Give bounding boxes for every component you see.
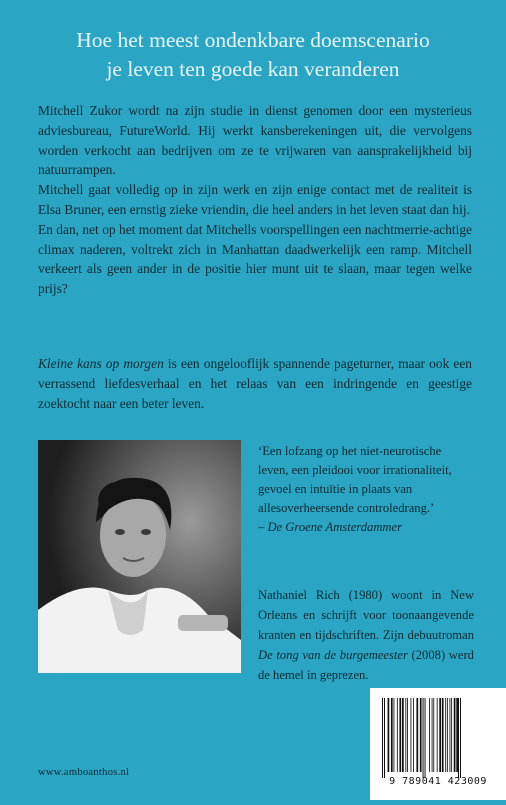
- tagline-line-1: Hoe het meest ondenkbare doemscenario: [76, 28, 430, 52]
- isbn-number: 9 789041 423009: [389, 776, 487, 787]
- summary-text: is een ongelooflijk spannende pageturner, maar ook een verrassend liefdesverhaal en het relaas van een indringende en geestige zoektocht naar een beter leven.: [38, 356, 472, 411]
- barcode-bar: [442, 698, 444, 772]
- barcode-bar: [397, 698, 398, 772]
- barcode-bar: [456, 698, 458, 772]
- barcode-bar: [445, 698, 446, 772]
- barcode-bar: [429, 698, 430, 772]
- barcode-bar: [454, 698, 456, 772]
- barcode-bar: [391, 698, 393, 772]
- barcode-bar: [402, 698, 404, 772]
- summary-paragraph: [38, 354, 472, 413]
- barcode-bar: [423, 698, 424, 778]
- synopsis-paragraph-2: Mitchell gaat volledig op in zijn werk en zijn enige contact met de realiteit is Elsa Bruner, een ernstig zieke vriendin, die heel anders in het leven staat dan hij.: [38, 182, 472, 217]
- barcode-bar: [407, 698, 408, 772]
- barcode-bar: [433, 698, 434, 772]
- author-photo: [38, 440, 241, 673]
- barcode-bar: [450, 698, 451, 772]
- barcode-bar: [458, 698, 459, 778]
- synopsis-paragraph-3: En dan, net op het moment dat Mitchells voorspellingen een nachtmerrie-achtige climax naderen, voltrekt zich in Manhattan daadwerkelijk een ramp. Mitchell verkeert als geen ander in de positie hier munt uit te slaan, maar tegen welke prijs?: [38, 221, 472, 297]
- quote-dash: –: [258, 520, 268, 534]
- publisher-website[interactable]: www.amboanthos.nl: [38, 767, 130, 778]
- barcode-bar: [399, 698, 401, 772]
- barcode-bar: [451, 698, 452, 772]
- quote-text: ‘Een lofzang op het niet-neurotische leven, een pleidooi voor irrationaliteit, gevoel en intuïtie in plaats van allesoverheersende controledrang.’: [258, 444, 452, 515]
- barcode-bar: [425, 698, 426, 778]
- barcode-bar: [411, 698, 412, 772]
- barcode-bar: [447, 698, 448, 772]
- barcode-bar: [416, 698, 418, 772]
- bio-text-1: Nathaniel Rich (1980) woont in New Orleans en schrijft voor toonaangevende kranten en tijdschriften. Zijn debuutroman: [258, 588, 474, 642]
- barcode-bar: [420, 698, 422, 772]
- debut-title: De tong van de burgemeester: [258, 648, 408, 662]
- barcode-bar: [405, 698, 406, 772]
- book-title: Kleine kans op morgen: [38, 356, 164, 371]
- author-bio: [258, 585, 474, 685]
- synopsis: [38, 101, 472, 299]
- bio-text-2: (2008) werd de hemel in geprezen.: [258, 648, 474, 682]
- barcode-bar: [413, 698, 414, 772]
- quote-source: De Groene Amsterdammer: [267, 520, 402, 534]
- barcode-bar: [388, 698, 390, 772]
- barcode-bar: [382, 698, 383, 778]
- tagline-line-2: je leven ten goede kan veranderen: [106, 57, 400, 81]
- barcode-bar: [432, 698, 433, 772]
- barcode-bar: [437, 698, 438, 772]
- barcode-bar: [384, 698, 385, 778]
- author-portrait-image: [38, 440, 241, 673]
- barcode-bar: [460, 698, 461, 778]
- barcode-bar: [439, 698, 441, 772]
- synopsis-paragraph-1: Mitchell Zukor wordt na zijn studie in dienst genomen door een mysterieus adviesbureau, FutureWorld. Hij werkt kansberekeningen uit, die vervolgens worden verkocht aan bedrijven om ze te vrijwaren van aansprakelijkheid bij natuurrampen.: [38, 103, 472, 178]
- press-quote: [258, 442, 474, 537]
- barcode-bar: [394, 698, 395, 772]
- tagline: [20, 26, 486, 84]
